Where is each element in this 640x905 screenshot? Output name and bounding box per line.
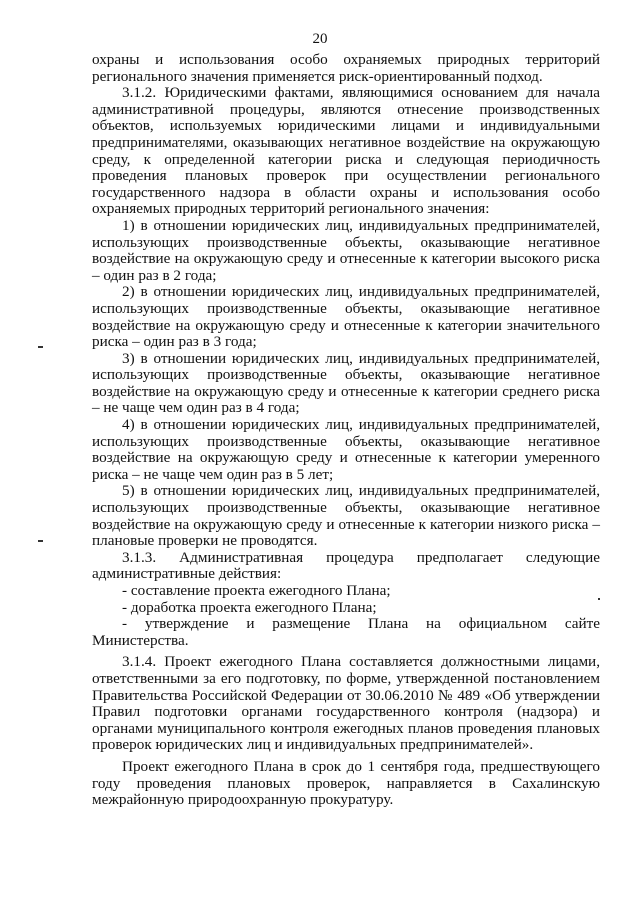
- list-item-2: 2) в отношении юридических лиц, индивидуальных предпринимателей, использующих производственные объекты, оказывающие негативное воздействие на окружающую среду и отнесенные к категории значительного риска – один раз в 3 года;: [92, 283, 600, 351]
- list-item-1: 1) в отношении юридических лиц, индивидуальных предпринимателей, использующих производственные объекты, оказывающие негативное воздействие на окружающую среду и отнесенные к категории высокого риска – один раз в 2 года;: [92, 216, 600, 284]
- paragraph-3-1-3: 3.1.3. Административная процедура предполагает следующие административные действия:: [92, 548, 600, 583]
- scan-mark: [598, 598, 600, 600]
- scan-mark: [38, 540, 43, 542]
- paragraph-continuation: охраны и использования особо охраняемых природных территорий регионального значения применяется риск-ориентированный подход.: [92, 51, 600, 85]
- paragraph-plan-deadline: Проект ежегодного Плана в срок до 1 сентября года, предшествующего году проведения плановых проверок, направляется в Сахалинскую межрайонную природоохранную прокуратуру.: [92, 757, 600, 809]
- paragraph-3-1-4: 3.1.4. Проект ежегодного Плана составляется должностными лицами, ответственными за его подготовку, по форме, утвержденной постановлением Правительства Российской Федерации от 30.06.2010 № 489 «Об утверждении Правил подготовки органами государственного контроля (надзора) и органами муниципального контроля ежегодных планов проведения плановых проверок юридических лиц и индивидуальных предпринимателей».: [92, 653, 600, 754]
- action-item-1: - составление проекта ежегодного Плана;: [122, 582, 391, 599]
- page-number: 20: [312, 31, 328, 47]
- action-item-2: - доработка проекта ежегодного Плана;: [122, 598, 377, 616]
- document-body: [92, 52, 600, 809]
- list-item-5: 5) в отношении юридических лиц, индивидуальных предпринимателей, использующих производственные объекты, оказывающие негативное воздействие на окружающую среду и отнесенные к категории низкого риска – плановые проверки не проводятся.: [92, 482, 600, 550]
- list-item-4: 4) в отношении юридических лиц, индивидуальных предпринимателей, использующих производственные объекты, оказывающие негативное воздействие на окружающую среду и отнесенные к категории умеренного риска – не чаще чем один раз в 5 лет;: [92, 416, 600, 483]
- scan-mark: [38, 346, 43, 348]
- list-item-3: 3) в отношении юридических лиц, индивидуальных предпринимателей, использующих производственные объекты, оказывающие негативное воздействие на окружающую среду и отнесенные к категории среднего риска – не чаще чем один раз в 4 года;: [92, 349, 600, 417]
- action-item-3: - утверждение и размещение Плана на официальном сайте Министерства.: [92, 615, 600, 649]
- paragraph-3-1-2: 3.1.2. Юридическими фактами, являющимися основанием для начала административной процедуры, являются отнесение производственных объектов, используемых юридическими лицами и индивидуальными предпринимателями, оказывающих негативное воздействие на окружающую среду, к определенной категории риска и следующая периодичность проведения плановых проверок при осуществлении регионального государственного надзора в области охраны и использования особо охраняемых природных территорий регионального значения:: [92, 84, 600, 218]
